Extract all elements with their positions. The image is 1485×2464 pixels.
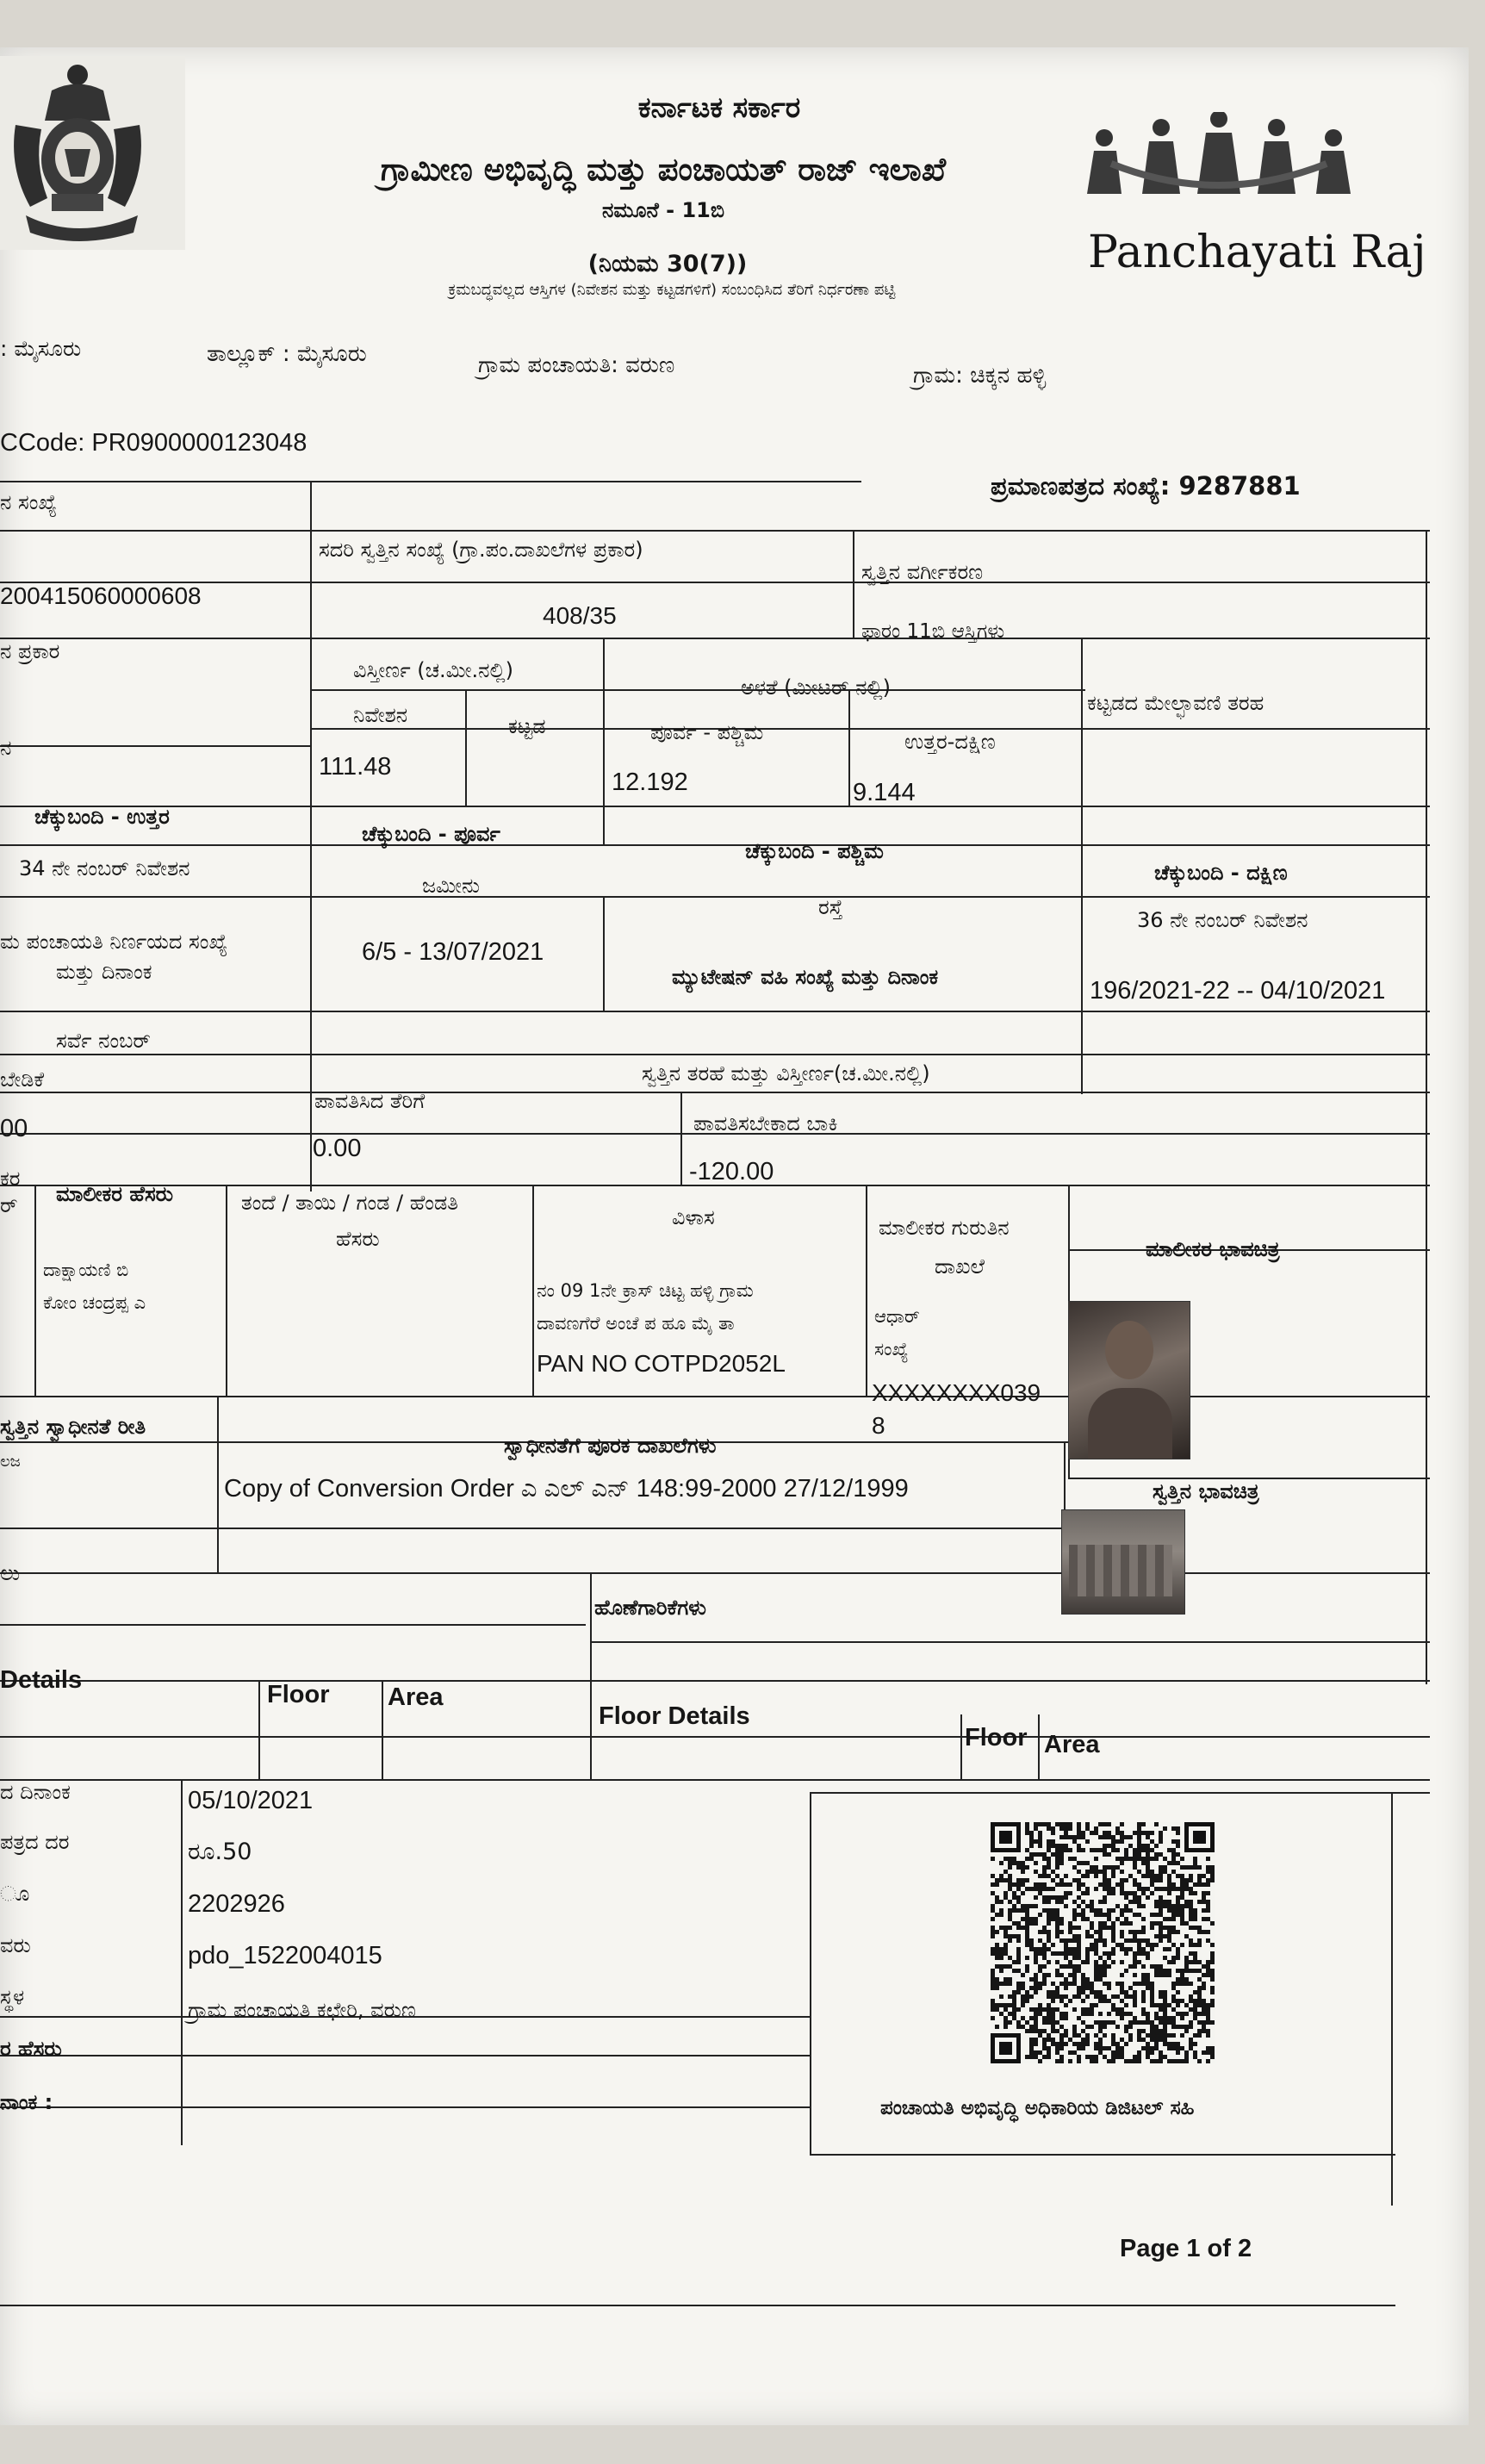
- government-title: ಕರ್ನಾಟಕ ಸರ್ಕಾರ: [637, 90, 801, 124]
- page-number: Page 1 of 2: [1120, 2235, 1252, 2262]
- roof-type-label: ಕಟ್ಟಡದ ಮೇಲ್ಛಾವಣಿ ತರಹ: [1087, 691, 1264, 715]
- owner-address-label: ವಿಳಾಸ: [672, 1205, 715, 1229]
- demand-value: 00: [0, 1115, 28, 1142]
- floor-left-label: Floor: [267, 1681, 330, 1708]
- north-boundary-value: 34 ನೇ ನಂಬರ್ ನಿವೇಶನ: [19, 856, 190, 880]
- owner-id-label: ಮಾಲೀಕರ ಗುರುತಿನ: [879, 1216, 1010, 1240]
- taluk-label: ತಾಲ್ಲೂಕ್ : ಮೈಸೂರು: [207, 341, 367, 367]
- place-label: ಸ್ಥಳ: [0, 1985, 25, 2009]
- certificate-number: ಪ್ರಮಾಣಪತ್ರದ ಸಂಖ್ಯೆ: 9287881: [991, 471, 1301, 501]
- property-class-value: ಫಾರಂ 11ಬಿ ಆಸ್ತಿಗಳು: [861, 620, 1005, 643]
- floor-right-label: Floor: [965, 1724, 1028, 1752]
- owner-id-value-4: 8: [872, 1412, 885, 1439]
- east-west-label: ಪೂರ್ವ - ಪಶ್ಚಿಮ: [650, 720, 764, 744]
- owner-address-value-2: ದಾವಣಗೆರೆ ಅಂಚೆ ಪ ಹೂ ಮೈ ತಾ: [537, 1313, 735, 1334]
- mutation-value: 196/2021-22 -- 04/10/2021: [1090, 977, 1386, 1005]
- site-area-value: 111.48: [319, 753, 392, 781]
- village-label: ಗ್ರಾಮ: ಚಿಕ್ಕನ ಹಳ್ಳಿ: [913, 363, 1047, 389]
- owner-id-value-1: ಆಧಾರ್: [874, 1306, 920, 1327]
- owner-address-value-3: PAN NO COTPD2052L: [537, 1350, 786, 1377]
- site-area-label: ನಿವೇಶನ: [353, 703, 408, 727]
- possession-docs-value: Copy of Conversion Order ಎ ಎಲ್ ಎನ್ 148:99-2000 27/12/1999: [224, 1475, 909, 1503]
- sadaru-property-label: ಸದರಿ ಸ್ವತ್ತಿನ ಸಂಖ್ಯೆ (ಗ್ರಾ.ಪಂ.ದಾಖಲೆಗಳ ಪ್ರಕಾರ): [319, 538, 643, 562]
- possession-mode-value: ಲಜ: [0, 1453, 21, 1471]
- property-type-label: ನ ಪ್ರಕಾರ: [0, 639, 60, 663]
- property-photo: [1061, 1509, 1185, 1615]
- gram-panchayat-label: ಗ್ರಾಮ ಪಂಚಾಯತಿ: ವರುಣ: [478, 352, 675, 378]
- north-south-label: ಉತ್ತರ-ದಕ್ಷಿಣ: [904, 730, 996, 754]
- owner-photo: [1068, 1301, 1190, 1459]
- document-subtitle: ಕ್ರಮಬದ್ಧವಲ್ಲದ ಆಸ್ತಿಗಳ (ನಿವೇಶನ ಮತ್ತು ಕಟ್ಟಡಗಳಿಗೆ) ಸಂಬಂಧಿಸಿದ ತೆರಿಗೆ ನಿರ್ಧರಣಾ ಪಟ್ಟಿ: [448, 281, 896, 299]
- south-boundary-value: 36 ನೇ ನಂಬರ್ ನಿವೇಶನ: [1137, 908, 1308, 932]
- owner-id-value-3: XXXXXXXX039: [872, 1379, 1041, 1406]
- owner-serial-label: ಕರ ರ್: [0, 1167, 21, 1218]
- west-boundary-value: ರಸ್ತೆ: [818, 895, 843, 919]
- issue-date-label: ದ ದಿನಾಂಕ: [0, 1780, 71, 1804]
- property-class-label: ಸ್ವತ್ತಿನ ವರ್ಗೀಕರಣ: [861, 560, 984, 584]
- property-nature-label: ಸ್ವತ್ತಿನ ತರಹೆ ಮತ್ತು ವಿಸ್ತೀರ್ಣ(ಚ.ಮೀ.ನಲ್ಲಿ): [642, 1061, 930, 1086]
- demand-label: ಬೇಡಿಕೆ: [0, 1067, 45, 1092]
- fee-label: ಪತ್ರದ ದರ: [0, 1830, 70, 1854]
- tax-paid-label: ಪಾವತಿಸಿದ ತೆರಿಗೆ: [314, 1089, 426, 1113]
- property-number-value: 200415060000608: [0, 582, 202, 609]
- owner-address-value-1: ನಂ 09 1ನೇ ಕ್ರಾಸ್ ಚಿಟ್ಟ ಹಳ್ಳಿ ಗ್ರಾಮ: [537, 1280, 754, 1301]
- area-left-label: Area: [388, 1683, 444, 1711]
- panchayati-raj-logo: [1077, 112, 1361, 198]
- owner-id-label-2: ದಾಖಲೆ: [935, 1254, 985, 1279]
- panchayati-raj-logo-text: Panchayati Raj: [1088, 227, 1426, 278]
- receiver-name-label: ರ ಹೆಸರು: [0, 2037, 62, 2061]
- property-photo-label: ಸ್ವತ್ತಿನ ಭಾವಚಿತ್ರ: [1153, 1479, 1259, 1503]
- area-right-label: Area: [1044, 1731, 1100, 1758]
- reference-value: 2202926: [188, 1890, 285, 1918]
- rule-number: (ನಿಯಮ 30(7)): [587, 251, 748, 277]
- owner-parent-label: ತಂದೆ / ತಾಯಿ / ಗಂಡ / ಹೆಂಡತಿ: [241, 1191, 458, 1215]
- code-label: CCode: PR0900000123048: [0, 429, 308, 457]
- owner-name-value-2: ಕೋಂ ಚಂದ್ರಪ್ಪ ಎ: [43, 1292, 146, 1313]
- east-boundary-value: ಜಮೀನು: [422, 874, 480, 898]
- owner-name-value-1: ದಾಕ್ಷಾಯಣಿ ಬಿ: [43, 1260, 129, 1280]
- survey-number-label: ಸರ್ವೆ ನಂಬರ್: [56, 1029, 151, 1053]
- place-value: ಗ್ರಾಮ ಪಂಚಾಯತಿ ಕಛೇರಿ, ವರುಣ: [188, 1998, 416, 2022]
- form-number: ನಮೂನೆ - 11ಬಿ: [602, 198, 724, 222]
- tax-due-label: ಪಾವತಿಸಬೇಕಾದ ಬಾಕಿ: [693, 1111, 838, 1136]
- department-title: ಗ್ರಾಮೀಣ ಅಭಿವೃದ್ಧಿ ಮತ್ತು ಪಂಚಾಯತ್ ರಾಜ್ ಇಲಾಖೆ: [380, 151, 947, 188]
- floor-details-left-label: Details: [0, 1666, 83, 1694]
- north-boundary-label: ಚೆಕ್ಕುಬಂದಿ - ಉತ್ತರ: [34, 805, 170, 829]
- liabilities-left-label: ಲು: [0, 1561, 21, 1585]
- digital-signature-label: ಪಂಚಾಯತಿ ಅಭಿವೃದ್ಧಿ ಅಧಿಕಾರಿಯ ಡಿಜಿಟಲ್ ಸಹಿ: [880, 2097, 1195, 2119]
- property-type-value: ನ: [0, 736, 12, 760]
- area-label: ವಿಸ್ತೀರ್ಣ (ಚ.ಮೀ.ನಲ್ಲಿ): [353, 658, 513, 682]
- mutation-label: ಮ್ಯುಟೇಷನ್ ವಹಿ ಸಂಖ್ಯೆ ಮತ್ತು ದಿನಾಂಕ: [672, 965, 939, 989]
- sadaru-property-value: 408/35: [543, 602, 617, 629]
- west-boundary-label: ಚೆಕ್ಕುಬಂದಿ - ಪಶ್ಚಿಮ: [745, 839, 884, 863]
- gp-resolution-label-2: ಮತ್ತು ದಿನಾಂಕ: [56, 960, 152, 984]
- property-number-label: ನ ಸಂಖ್ಯೆ: [0, 490, 58, 514]
- south-boundary-label: ಚೆಕ್ಕುಬಂದಿ - ದಕ್ಷಿಣ: [1154, 861, 1288, 885]
- north-south-value: 9.144: [853, 779, 916, 806]
- floor-details-right-label: Floor Details: [599, 1702, 750, 1730]
- gp-resolution-label-1: ಮ ಪಂಚಾಯತಿ ನಿರ್ಣಯದ ಸಂಖ್ಯೆ: [0, 930, 228, 954]
- owner-parent-label-2: ಹೆಸರು: [336, 1227, 380, 1251]
- receiver-date-label: ನಾಂಕ :: [0, 2090, 53, 2114]
- dimension-label: ಅಳತೆ (ಮೀಟರ್ ನಲ್ಲಿ): [741, 675, 891, 700]
- building-area-label: ಕಟ್ಟಡ: [508, 714, 546, 738]
- possession-docs-label: ಸ್ವಾಧೀನತೆಗೆ ಪೂರಕ ದಾಖಲೆಗಳು: [504, 1434, 717, 1458]
- possession-mode-label: ಸ್ವತ್ತಿನ ಸ್ವಾಧೀನತೆ ರೀತಿ: [0, 1415, 146, 1439]
- issue-date-value: 05/10/2021: [188, 1787, 314, 1814]
- reference-label: ೂ: [0, 1882, 30, 1906]
- district-label: : ಮೈಸೂರು: [0, 336, 82, 361]
- fee-value: ರೂ.50: [188, 1839, 252, 1865]
- state-emblem: [0, 56, 185, 250]
- tax-due-value: -120.00: [689, 1158, 774, 1185]
- qr-code: [991, 1822, 1215, 2063]
- document-page: [0, 47, 1469, 2425]
- east-west-value: 12.192: [612, 768, 688, 796]
- issued-by-value: pdo_1522004015: [188, 1942, 382, 1969]
- issued-by-label: ವರು: [0, 1933, 31, 1957]
- owner-id-value-2: ಸಂಖ್ಯೆ: [874, 1339, 909, 1360]
- east-boundary-label: ಚೆಕ್ಕುಬಂದಿ - ಪೂರ್ವ: [362, 822, 500, 846]
- owner-name-label: ಮಾಲೀಕರ ಹೆಸರು: [56, 1182, 174, 1206]
- gp-resolution-value: 6/5 - 13/07/2021: [362, 938, 544, 966]
- tax-paid-value: 0.00: [313, 1135, 362, 1162]
- liabilities-label: ಹೊಣೆಗಾರಿಕೆಗಳು: [594, 1596, 706, 1620]
- owner-photo-label: ಮಾಲೀಕರ ಭಾವಚಿತ್ರ: [1146, 1237, 1280, 1261]
